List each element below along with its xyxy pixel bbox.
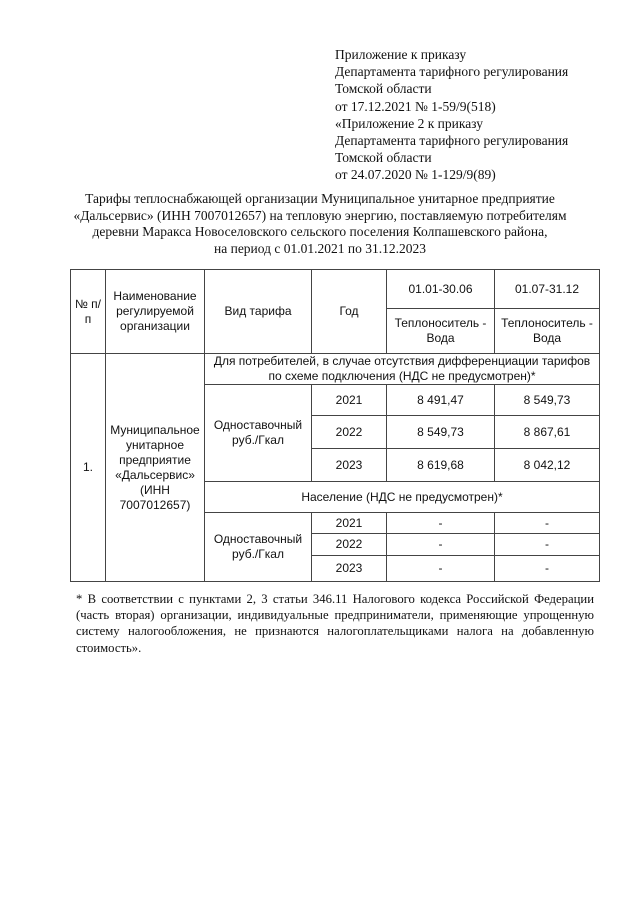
tariff-type: Одноставочный руб./Гкал: [205, 385, 312, 482]
document-title: [55, 191, 585, 257]
appendix-line: от 17.12.2021 № 1-59/9(518): [335, 98, 496, 114]
value-cell: 8 867,61: [495, 416, 600, 449]
col-header-carrier2: Теплоноситель - Вода: [495, 309, 600, 354]
value-cell: 8 491,47: [387, 385, 495, 416]
title-line: Тарифы теплоснабжающей организации Муниципальное унитарное предприятие: [85, 191, 555, 206]
footnote: * В соответствии с пунктами 2, 3 статьи 346.11 Налогового кодекса Российской Федерации (часть вторая) организации, индивидуальные предприниматели, применяющие упрощенную систему налогообложения, не признаются налогоплательщиками налога на добавленную стоимость».: [76, 592, 594, 655]
value-cell: -: [387, 513, 495, 534]
appendix-line: Томской области: [335, 81, 432, 97]
section-title: Для потребителей, в случае отсутствия дифференциации тарифов по схеме подключения (НДС не предусмотрен)*: [205, 354, 600, 385]
col-header-org: Наименование регулируемой организации: [106, 270, 205, 354]
appendix-line: Приложение к приказу: [335, 47, 467, 62]
appendix-line: Департамента тарифного регулирования: [335, 64, 569, 80]
section-row: [71, 354, 600, 385]
appendix-line: Департамента тарифного регулирования: [335, 133, 569, 149]
year-cell: 2022: [312, 416, 387, 449]
appendix-line: «Приложение 2 к приказу: [335, 115, 483, 131]
organization-name: Муниципальное унитарное предприятие «Дальсервис» (ИНН 7007012657): [106, 354, 205, 582]
appendix-line: от 24.07.2020 № 1-129/9(89): [335, 167, 496, 183]
appendix-line: Томской области: [335, 150, 432, 166]
col-header-num: № п/п: [71, 270, 106, 354]
col-header-year: Год: [312, 270, 387, 354]
header-row: [71, 270, 600, 309]
value-cell: 8 549,73: [387, 416, 495, 449]
col-header-type: Вид тарифа: [205, 270, 312, 354]
col-header-period2: 01.07-31.12: [495, 270, 600, 309]
col-header-carrier1: Теплоноситель - Вода: [387, 309, 495, 354]
year-cell: 2023: [312, 449, 387, 482]
value-cell: 8 549,73: [495, 385, 600, 416]
section-title: Население (НДС не предусмотрен)*: [205, 482, 600, 513]
col-header-period1: 01.01-30.06: [387, 270, 495, 309]
tariff-type: Одноставочный руб./Гкал: [205, 513, 312, 582]
value-cell: -: [495, 513, 600, 534]
year-cell: 2023: [312, 556, 387, 582]
value-cell: -: [387, 534, 495, 556]
value-cell: 8 042,12: [495, 449, 600, 482]
value-cell: -: [495, 556, 600, 582]
title-line: на период с 01.01.2021 по 31.12.2023: [214, 240, 426, 256]
tariff-table: [70, 269, 600, 582]
year-cell: 2022: [312, 534, 387, 556]
year-cell: 2021: [312, 513, 387, 534]
value-cell: -: [387, 556, 495, 582]
value-cell: 8 619,68: [387, 449, 495, 482]
value-cell: -: [495, 534, 600, 556]
title-line: «Дальсервис» (ИНН 7007012657) на тепловую энергию, поставляемую потребителям: [73, 207, 567, 223]
title-line: деревни Маракса Новоселовского сельского поселения Колпашевского района,: [92, 224, 548, 240]
year-cell: 2021: [312, 385, 387, 416]
appendix-header: [335, 46, 625, 184]
row-number: 1.: [71, 354, 106, 582]
